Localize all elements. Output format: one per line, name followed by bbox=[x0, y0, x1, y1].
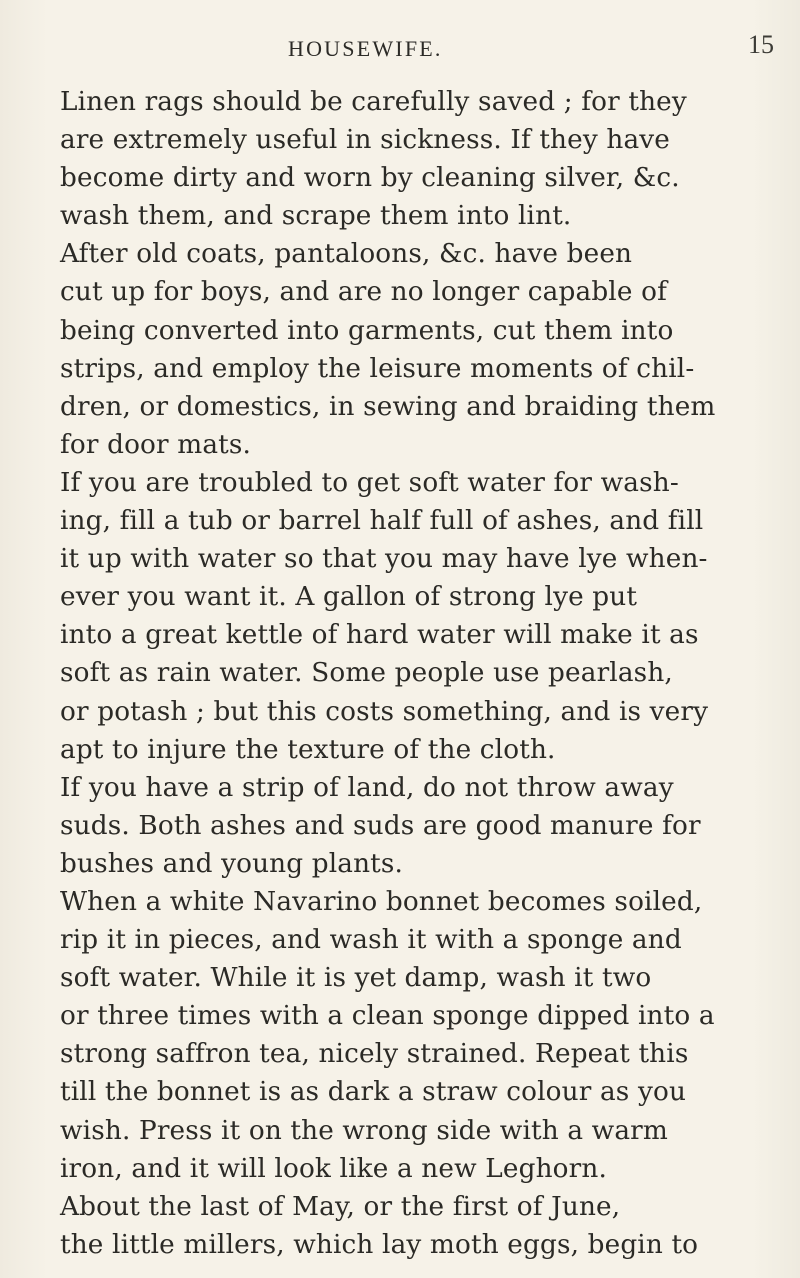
running-title: HOUSEWIFE. bbox=[288, 36, 443, 61]
text-line: soft water. While it is yet damp, wash it two bbox=[60, 963, 652, 994]
text-line: till the bonnet is as dark a straw colour as you bbox=[60, 1077, 687, 1108]
text-line: Linen rags should be carefully saved ; for they bbox=[60, 87, 687, 117]
text-line: When a white Navarino bonnet becomes soiled, bbox=[60, 886, 703, 917]
text-line: About the last of May, or the first of June, bbox=[60, 1191, 621, 1222]
text-line: ing, fill a tub or barrel half full of ashes, and fill bbox=[60, 506, 704, 537]
text-line: If you have a strip of land, do not throw away bbox=[60, 772, 674, 803]
text-line: bushes and young plants. bbox=[60, 848, 404, 879]
text-line: for door mats. bbox=[60, 429, 252, 460]
text-line: soft as rain water. Some people use pearlash, bbox=[60, 658, 673, 689]
text-line: strong saffron tea, nicely strained. Repeat this bbox=[60, 1039, 689, 1070]
text-line: wash them, and scrape them into lint. bbox=[60, 201, 572, 232]
text-line: wish. Press it on the wrong side with a warm bbox=[60, 1115, 668, 1146]
text-line: being converted into garments, cut them into bbox=[60, 315, 674, 346]
text-line: suds. Both ashes and suds are good manure for bbox=[60, 810, 701, 841]
text-line: apt to injure the texture of the cloth. bbox=[60, 734, 556, 765]
text-line: ever you want it. A gallon of strong lye put bbox=[60, 582, 638, 613]
page-number: 15 bbox=[748, 30, 774, 59]
text-line: After old coats, pantaloons, &c. have been bbox=[60, 239, 633, 270]
text-line: become dirty and worn by cleaning silver, &c. bbox=[60, 163, 680, 194]
text-line: cut up for boys, and are no longer capable of bbox=[60, 277, 667, 308]
text-line: or potash ; but this costs something, and is very bbox=[60, 696, 709, 727]
page-body-text bbox=[60, 83, 775, 1264]
text-line: into a great kettle of hard water will make it as bbox=[60, 620, 699, 651]
text-line: iron, and it will look like a new Leghorn. bbox=[60, 1153, 607, 1184]
text-line: it up with water so that you may have lye when- bbox=[60, 544, 708, 575]
text-line: or three times with a clean sponge dipped into a bbox=[60, 1001, 715, 1032]
text-line: rip it in pieces, and wash it with a sponge and bbox=[60, 925, 682, 956]
text-line: strips, and employ the leisure moments of chil- bbox=[60, 353, 695, 384]
text-line: If you are troubled to get soft water for wash- bbox=[60, 467, 679, 498]
text-line: are extremely useful in sickness. If they have bbox=[60, 125, 670, 156]
text-line: dren, or domestics, in sewing and braiding them bbox=[60, 391, 716, 422]
text-line: the little millers, which lay moth eggs, begin to bbox=[60, 1229, 699, 1260]
